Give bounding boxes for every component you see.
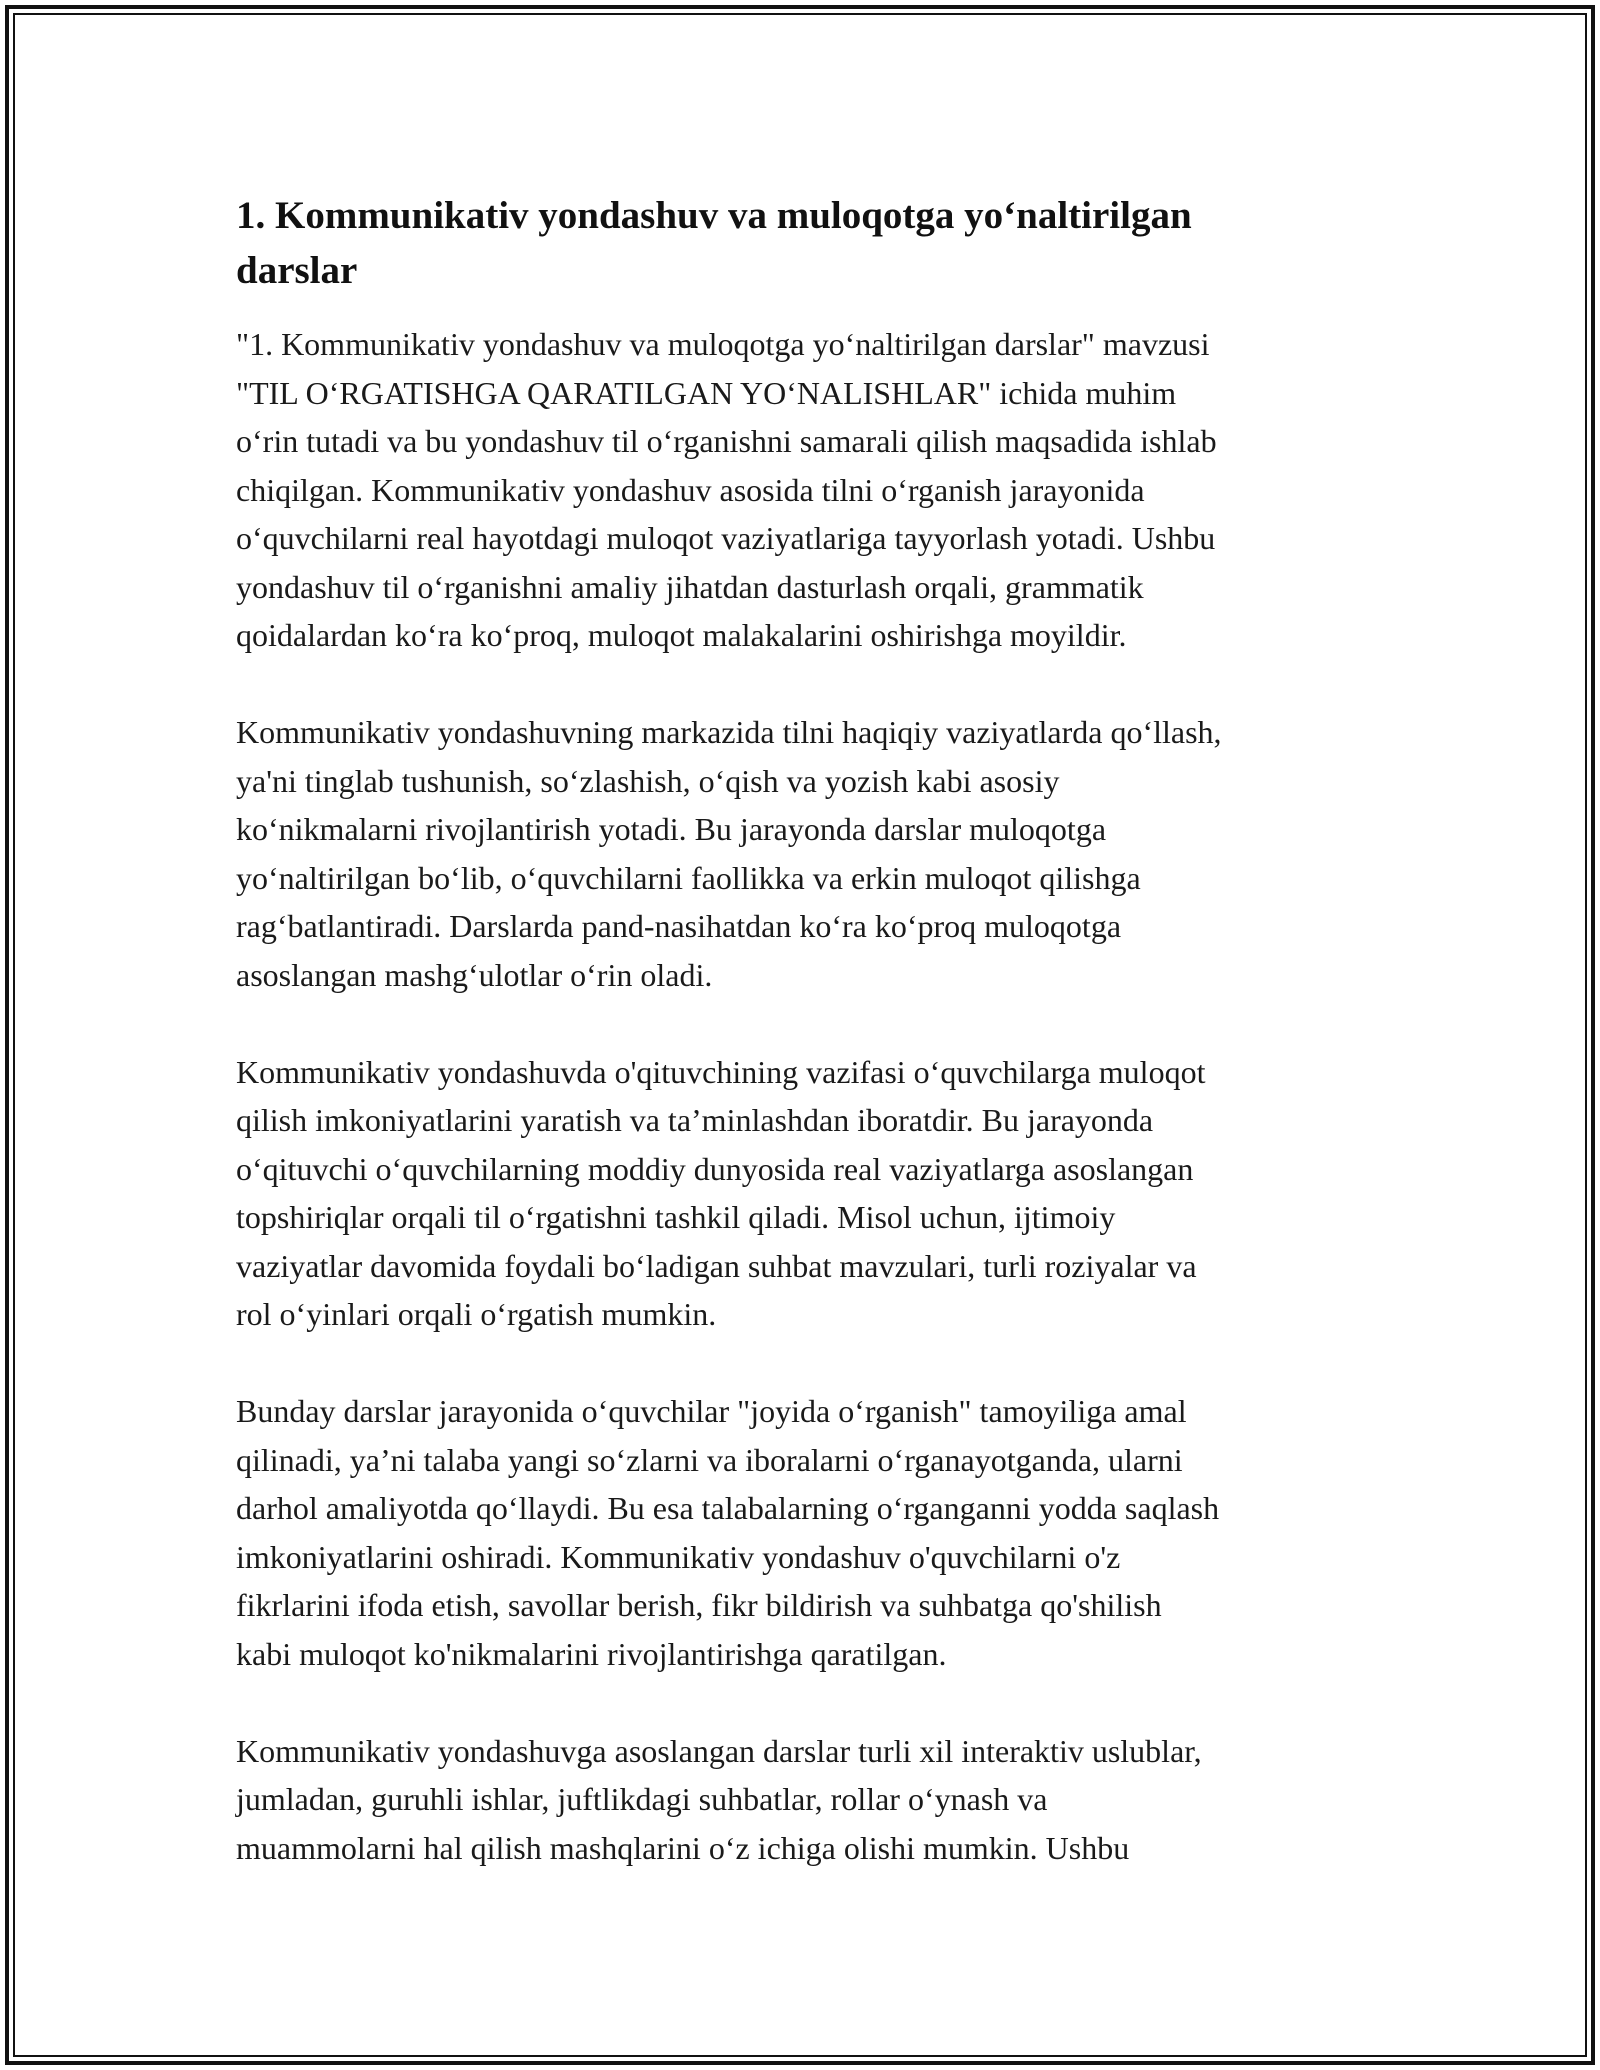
- paragraph-line: kabi muloqot ko'nikmalarini rivojlantirishga qaratilgan.: [236, 1635, 947, 1672]
- paragraph-line: qilinadi, ya’ni talaba yangi so‘zlarni va iboralarni o‘rganayotganda, ularni: [236, 1441, 1183, 1478]
- document-heading: [236, 188, 1376, 298]
- paragraph-line: ko‘nikmalarni rivojlantirish yotadi. Bu jarayonda darslar muloqotga: [236, 811, 1107, 847]
- paragraph: [236, 320, 1376, 660]
- paragraph-line: o‘rin tutadi va bu yondashuv til o‘rganishni samarali qilish maqsadida ishlab: [236, 423, 1217, 459]
- paragraph-line: qilish imkoniyatlarini yaratish va ta’minlashdan iboratdir. Bu jarayonda: [236, 1102, 1154, 1138]
- paragraph: [236, 1387, 1376, 1678]
- paragraph-list: [236, 320, 1376, 1872]
- paragraph-line: "1. Kommunikativ yondashuv va muloqotga yo‘naltirilgan darslar" mavzusi: [236, 326, 1210, 362]
- paragraph-line: topshiriqlar orqali til o‘rgatishni tashkil qiladi. Misol uchun, ijtimoiy: [236, 1199, 1116, 1235]
- heading-line: 1. Kommunikativ yondashuv va muloqotga yo‘naltirilgan: [236, 194, 1192, 237]
- paragraph-line: rol o‘yinlari orqali o‘rgatish mumkin.: [236, 1296, 717, 1332]
- paragraph-line: Bunday darslar jarayonida o‘quvchilar "joyida o‘rganish" tamoyiliga amal: [236, 1393, 1187, 1429]
- paragraph-line: Kommunikativ yondashuvning markazida tilni haqiqiy vaziyatlarda qo‘llash,: [236, 714, 1222, 750]
- paragraph-line: jumladan, guruhli ishlar, juftlikdagi suhbatlar, rollar o‘ynash va: [236, 1781, 1048, 1817]
- heading-line: darslar: [236, 249, 358, 292]
- paragraph: [236, 1048, 1376, 1339]
- paragraph: [236, 1727, 1376, 1873]
- document-body: [236, 188, 1376, 1921]
- paragraph-line: ya'ni tinglab tushunish, so‘zlashish, o‘qish va yozish kabi asosiy: [236, 762, 1060, 799]
- paragraph-line: imkoniyatlarini oshiradi. Kommunikativ yondashuv o'quvchilarni o'z: [236, 1538, 1121, 1575]
- paragraph-line: muammolarni hal qilish mashqlarini o‘z ichiga olishi mumkin. Ushbu: [236, 1829, 1130, 1866]
- paragraph-line: Kommunikativ yondashuvda o'qituvchining vazifasi o‘quvchilarga muloqot: [236, 1053, 1206, 1090]
- paragraph: [236, 708, 1376, 999]
- paragraph-line: fikrlarini ifoda etish, savollar berish, fikr bildirish va suhbatga qo'shilish: [236, 1587, 1162, 1623]
- paragraph-line: rag‘batlantiradi. Darslarda pand-nasihatdan ko‘ra ko‘proq muloqotga: [236, 908, 1122, 944]
- paragraph-line: "TIL O‘RGATISHGA QARATILGAN YO‘NALISHLAR" ichida muhim: [236, 374, 1177, 411]
- paragraph-line: yondashuv til o‘rganishni amaliy jihatdan dasturlash orqali, grammatik: [236, 568, 1144, 605]
- paragraph-line: qoidalardan ko‘ra ko‘proq, muloqot malakalarini oshirishga moyildir.: [236, 617, 1127, 653]
- paragraph-line: chiqilgan. Kommunikativ yondashuv asosida tilni o‘rganish jarayonida: [236, 471, 1145, 508]
- paragraph-line: Kommunikativ yondashuvga asoslangan darslar turli xil interaktiv uslublar,: [236, 1732, 1202, 1769]
- paragraph-line: vaziyatlar davomida foydali bo‘ladigan suhbat mavzulari, turli roziyalar va: [236, 1247, 1197, 1284]
- paragraph-line: yo‘naltirilgan bo‘lib, o‘quvchilarni faollikka va erkin muloqot qilishga: [236, 859, 1141, 896]
- paragraph-line: darhol amaliyotda qo‘llaydi. Bu esa talabalarning o‘rganganni yodda saqlash: [236, 1490, 1220, 1526]
- paragraph-line: asoslangan mashg‘ulotlar o‘rin oladi.: [236, 956, 713, 993]
- paragraph-line: o‘qituvchi o‘quvchilarning moddiy dunyosida real vaziyatlarga asoslangan: [236, 1150, 1194, 1187]
- paragraph-line: o‘quvchilarni real hayotdagi muloqot vaziyatlariga tayyorlash yotadi. Ushbu: [236, 520, 1216, 556]
